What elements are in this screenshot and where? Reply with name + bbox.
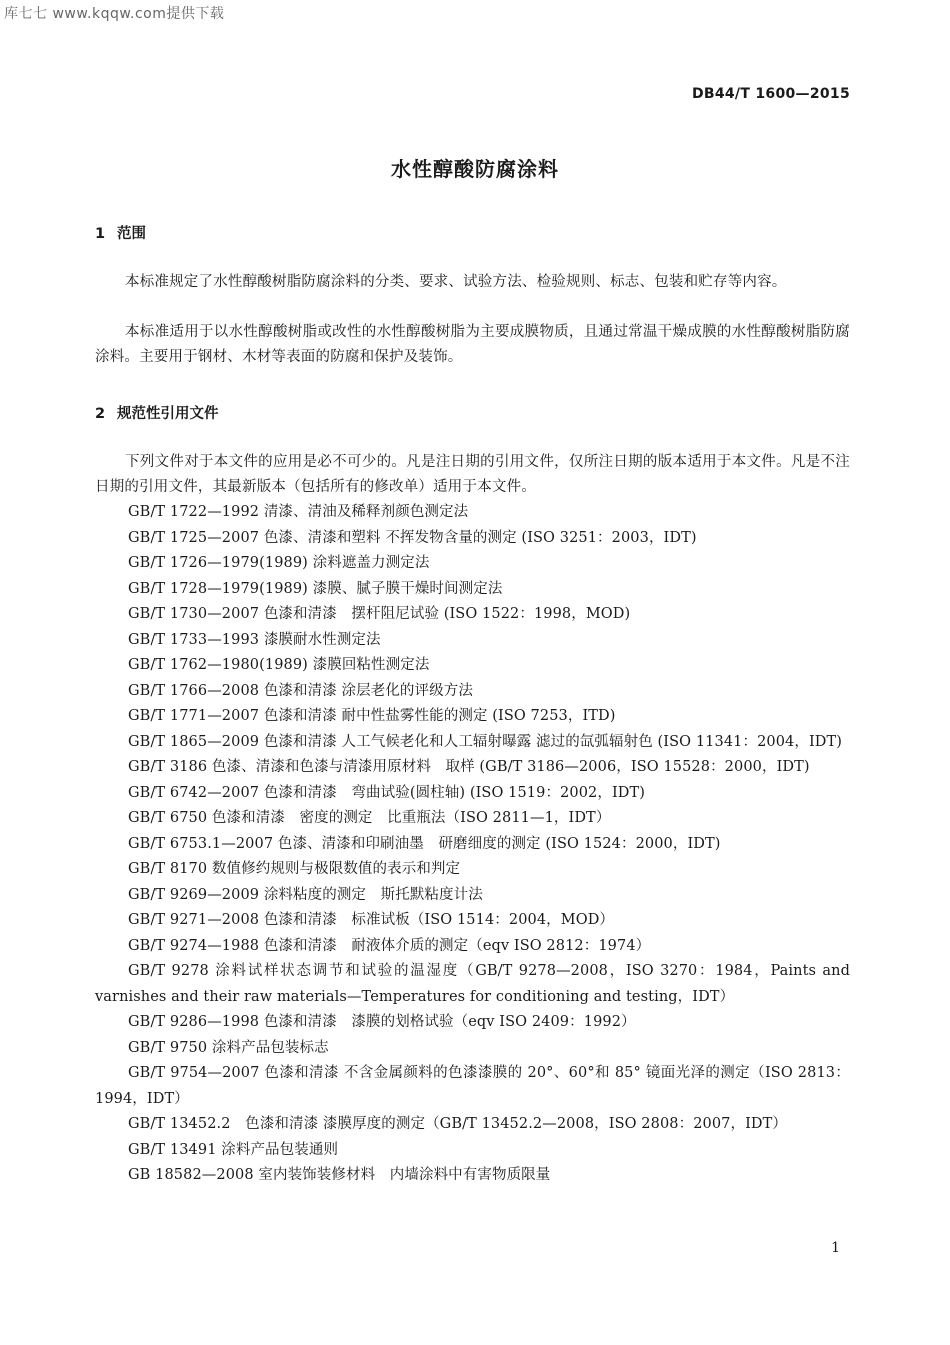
section-number: 2 (95, 406, 106, 422)
watermark-text: 库七七 www.kqqw.com提供下载 (4, 6, 225, 22)
scope-paragraph: 本标准规定了水性醇酸树脂防腐涂料的分类、要求、试验方法、检验规则、标志、包装和贮存等内容。 (125, 274, 787, 290)
section-title: 规范性引用文件 (117, 406, 219, 422)
reference-item: GB/T 9278 涂料试样状态调节和试验的温湿度（GB/T 9278—2008，ISO 3270：1984，Paints and varnishes and their raw materials—Temperatures for conditioning and testing，IDT） (95, 963, 850, 1005)
reference-item: GB/T 3186 色漆、清漆和色漆与清漆用原材料 取样 (GB/T 3186—2006，ISO 15528：2000，IDT) (128, 759, 810, 775)
page-number: 1 (831, 1240, 840, 1256)
document-title: 水性醇酸防腐涂料 (391, 157, 559, 181)
reference-item: GB/T 6742—2007 色漆和清漆 弯曲试验(圆柱轴) (ISO 1519：2002，IDT) (128, 784, 646, 801)
reference-item: GB/T 13452.2 色漆和清漆 漆膜厚度的测定（GB/T 13452.2—2008，ISO 2808：2007，IDT） (128, 1116, 788, 1132)
reference-item: GB/T 1722—1992 清漆、清油及稀释剂颜色测定法 (128, 504, 469, 520)
references-intro-paragraph: 下列文件对于本文件的应用是必不可少的。凡是注日期的引用文件，仅所注日期的版本适用于本文件。凡是不注日期的引用文件，其最新版本（包括所有的修改单）适用于本文件。 (95, 454, 850, 495)
reference-item: GB/T 9286—1998 色漆和清漆 漆膜的划格试验（eqv ISO 2409：1992） (128, 1014, 636, 1030)
reference-item: GB/T 1762—1980(1989) 漆膜回粘性测定法 (128, 657, 430, 673)
reference-item: GB/T 9271—2008 色漆和清漆 标准试板（ISO 1514：2004，MOD） (128, 912, 615, 928)
reference-item: GB/T 6750 色漆和清漆 密度的测定 比重瓶法（ISO 2811—1，IDT） (128, 810, 611, 826)
reference-item: GB/T 13491 涂料产品包装通则 (128, 1141, 339, 1158)
reference-item: GB/T 9269—2009 涂料粘度的测定 斯托默粘度计法 (128, 886, 483, 903)
section-heading-normative-references (95, 402, 219, 423)
reference-item: GB/T 9274—1988 色漆和清漆 耐液体介质的测定（eqv ISO 2812：1974） (128, 937, 651, 954)
reference-item: GB/T 8170 数值修约规则与极限数值的表示和判定 (128, 861, 461, 877)
scope-paragraph: 本标准适用于以水性醇酸树脂或改性的水性醇酸树脂为主要成膜物质，且通过常温干燥成膜的水性醇酸树脂防腐涂料。主要用于钢材、木材等表面的防腐和保护及装饰。 (95, 324, 850, 365)
reference-item: GB/T 1725—2007 色漆、清漆和塑料 不挥发物含量的测定 (ISO 3251：2003，IDT) (128, 529, 697, 546)
reference-item: GB/T 6753.1—2007 色漆、清漆和印刷油墨 研磨细度的测定 (ISO 1524：2000，IDT) (128, 835, 721, 852)
section-heading-scope (95, 222, 146, 243)
reference-item: GB/T 9754—2007 色漆和清漆 不含金属颜料的色漆漆膜的 20°、60°和 85° 镜面光泽的测定（ISO 2813：1994，IDT） (95, 1065, 850, 1107)
reference-item: GB/T 1766—2008 色漆和清漆 涂层老化的评级方法 (128, 682, 473, 699)
standard-code: DB44/T 1600—2015 (691, 86, 850, 102)
section-title: 范围 (117, 226, 146, 242)
reference-item: GB 18582—2008 室内装饰装修材料 内墙涂料中有害物质限量 (128, 1167, 551, 1183)
reference-item: GB/T 1733—1993 漆膜耐水性测定法 (128, 631, 381, 648)
reference-item: GB/T 1771—2007 色漆和清漆 耐中性盐雾性能的测定 (ISO 7253，ITD) (128, 708, 616, 724)
reference-item: GB/T 1730—2007 色漆和清漆 摆杆阻尼试验 (ISO 1522：1998，MOD) (128, 606, 631, 622)
reference-item: GB/T 1865—2009 色漆和清漆 人工气候老化和人工辐射曝露 滤过的氙弧辐射色 (ISO 11341：2004，IDT) (128, 733, 843, 750)
reference-item: GB/T 9750 涂料产品包装标志 (128, 1039, 329, 1056)
reference-list (95, 500, 850, 1189)
reference-item: GB/T 1726—1979(1989) 涂料遮盖力测定法 (128, 555, 430, 571)
section-number: 1 (95, 226, 106, 242)
reference-item: GB/T 1728—1979(1989) 漆膜、腻子膜干燥时间测定法 (128, 580, 503, 597)
